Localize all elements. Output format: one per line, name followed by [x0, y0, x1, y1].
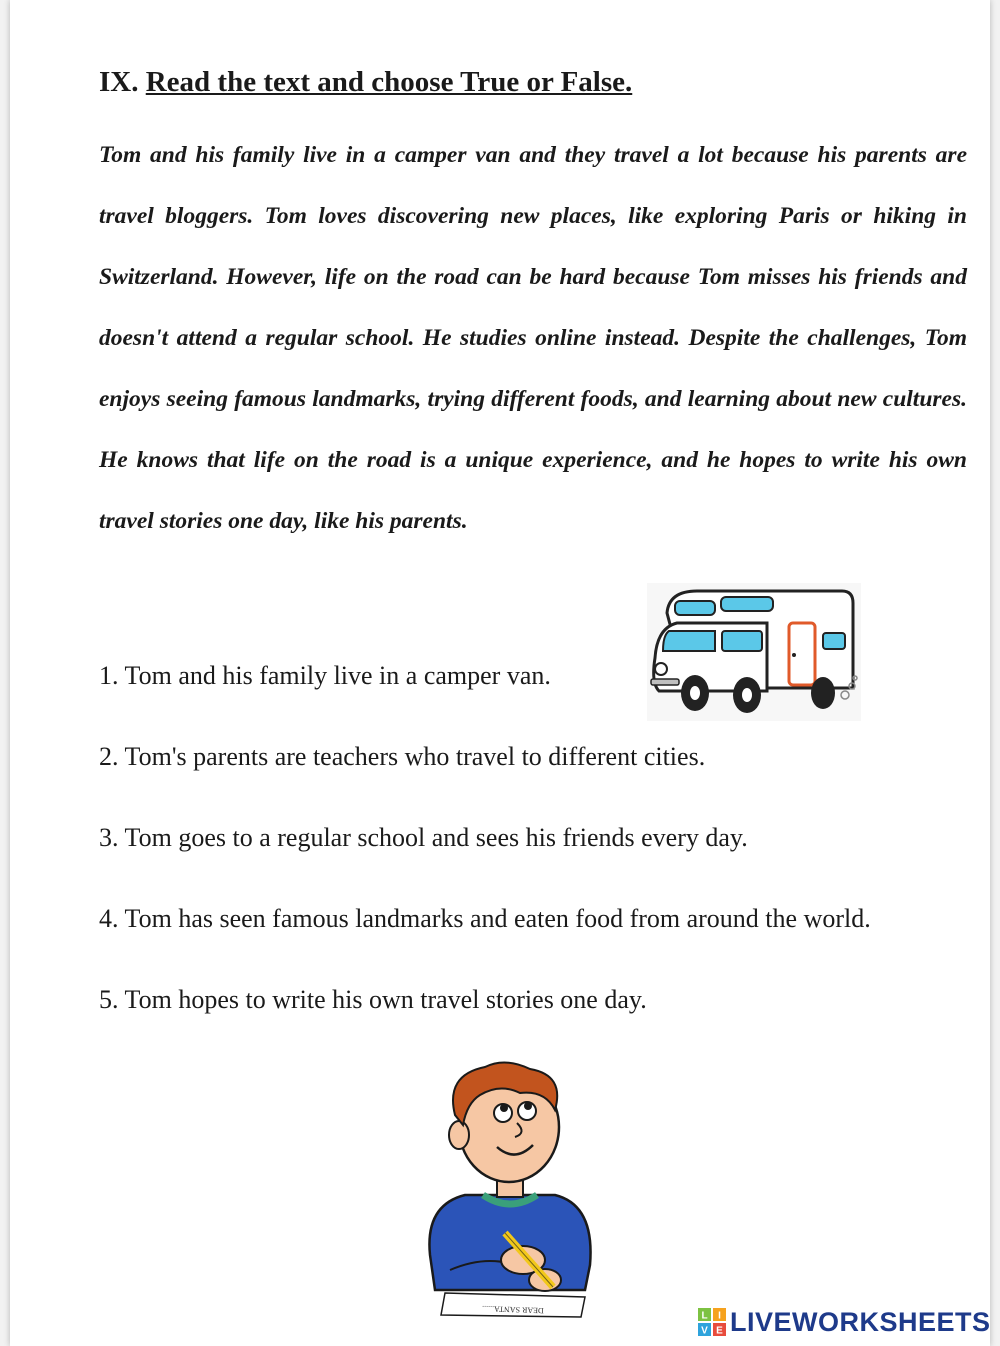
question-number: 2.	[99, 742, 119, 771]
reading-passage: Tom and his family live in a camper van and they travel a lot because his parents are travel bloggers. Tom loves discovering new places, like exploring Paris or hiking in Switzerland. However, life on the road can be hard because Tom misses his friends and doesn't attend a regular school. He studies online instead. Despite the challenges, Tom enjoys seeing famous landmarks, trying different foods, and learning about new cultures. He knows that life on the road is a unique experience, and he hopes to write his own travel stories one day, like his parents.	[99, 142, 967, 534]
question-number: 1.	[99, 661, 119, 690]
question-number: 5.	[99, 985, 119, 1014]
question-text: Tom has seen famous landmarks and eaten food from around the world.	[124, 904, 871, 933]
exercise-instruction: Read the text and choose True or False.	[145, 66, 633, 98]
camper-van-icon	[647, 583, 861, 721]
worksheet-page	[10, 0, 990, 1346]
boy-writing-icon	[405, 1055, 610, 1323]
brand-name: LIVEWORKSHEETS	[730, 1306, 991, 1337]
liveworksheets-brand	[698, 1305, 991, 1339]
liveworksheets-logo-icon	[698, 1308, 726, 1336]
svg-text:V: V	[701, 1325, 708, 1336]
question-text: Tom goes to a regular school and sees his friends every day.	[124, 823, 748, 852]
svg-text:E: E	[716, 1325, 723, 1336]
exercise-heading	[99, 66, 632, 99]
svg-text:L: L	[701, 1310, 708, 1322]
question-3	[99, 823, 748, 853]
question-text: Tom and his family live in a camper van.	[124, 661, 551, 690]
question-4	[99, 904, 871, 934]
question-number: 3.	[99, 823, 119, 852]
question-5	[99, 985, 647, 1015]
question-text: Tom's parents are teachers who travel to different cities.	[124, 742, 706, 771]
exercise-number: IX.	[99, 66, 139, 98]
paper-text: DEAR SANTA......	[481, 1303, 544, 1316]
question-number: 4.	[99, 904, 119, 933]
svg-text:I: I	[718, 1310, 721, 1322]
question-text: Tom hopes to write his own travel stories one day.	[124, 985, 647, 1014]
question-1	[99, 661, 551, 691]
question-2	[99, 742, 705, 772]
